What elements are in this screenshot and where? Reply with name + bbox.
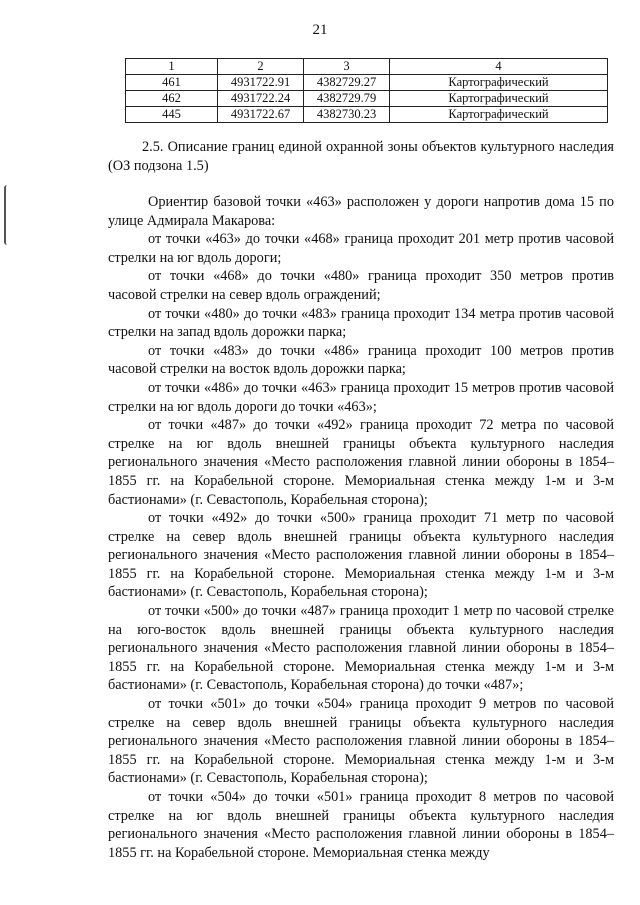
table-row bbox=[126, 75, 608, 91]
column-header: 1 bbox=[126, 59, 218, 75]
table-row bbox=[126, 91, 608, 107]
column-header: 4 bbox=[390, 59, 608, 75]
column-header: 3 bbox=[304, 59, 390, 75]
paragraph: от точки «504» до точки «501» граница проходит 8 метров по часовой стрелке на юг вдоль внешней границы объекта культурного наследия регионального значения «Место расположения главной линии обороны в 1854–1855 гг. на Корабельной стороне. Мемориальная стенка между bbox=[108, 789, 614, 861]
coordinates-table bbox=[125, 58, 608, 123]
page-number: 21 bbox=[312, 22, 328, 38]
paragraph: от точки «500» до точки «487» граница проходит 1 метр по часовой стрелке на юго-восток вдоль внешней границы объекта культурного наследия регионального значения «Место расположения главной линии обороны в 1854–1855 гг. на Корабельной стороне. Мемориальная стенка между 1-м и 3-м бастионами» (г. Севастополь, Корабельная сторона) до точки «487»; bbox=[108, 603, 614, 694]
point-number-cell: 462 bbox=[126, 91, 218, 107]
paragraph: от точки «480» до точки «483» граница проходит 134 метра против часовой стрелки на запад вдоль дорожки парка; bbox=[108, 305, 614, 341]
column-header: 2 bbox=[218, 59, 304, 75]
section-heading: 2.5. Описание границ единой охранной зоны объектов культурного наследия (ОЗ подзона 1.5) bbox=[108, 139, 614, 174]
y-coordinate-cell: 4382729.27 bbox=[304, 75, 390, 91]
paragraph: от точки «501» до точки «504» граница проходит 9 метров по часовой стрелке на север вдоль внешней границы объекта культурного наследия регионального значения «Место расположения главной линии обороны в 1854–1855 гг. на Корабельной стороне. Мемориальная стенка между 1-м и 3-м бастионами» (г. Севастополь, Корабельная сторона); bbox=[108, 696, 614, 787]
paragraph: от точки «463» до точки «468» граница проходит 201 метр против часовой стрелки на юг вдоль дороги; bbox=[108, 231, 614, 266]
paragraph: от точки «483» до точки «486» граница проходит 100 метров против часовой стрелки на восток вдоль дорожки парка; bbox=[108, 342, 614, 378]
point-number-cell: 445 bbox=[126, 107, 218, 123]
table-row bbox=[126, 107, 608, 123]
x-coordinate-cell: 4931722.24 bbox=[218, 91, 304, 107]
y-coordinate-cell: 4382730.23 bbox=[304, 107, 390, 123]
body-text bbox=[108, 193, 614, 862]
table-header-row bbox=[126, 59, 608, 75]
point-number-cell: 461 bbox=[126, 75, 218, 91]
x-coordinate-cell: 4931722.91 bbox=[218, 75, 304, 91]
method-cell: Картографический bbox=[390, 75, 608, 91]
margin-mark bbox=[4, 185, 10, 245]
paragraph: Ориентир базовой точки «463» расположен у дороги напротив дома 15 по улице Адмирала Макарова: bbox=[108, 194, 614, 229]
y-coordinate-cell: 4382729.79 bbox=[304, 91, 390, 107]
paragraph: от точки «487» до точки «492» граница проходит 72 метра по часовой стрелке на юг вдоль внешней границы объекта культурного наследия регионального значения «Место расположения главной линии обороны в 1854–1855 гг. на Корабельной стороне. Мемориальная стенка между 1-м и 3-м бастионами» (г. Севастополь, Корабельная сторона); bbox=[108, 417, 614, 508]
method-cell: Картографический bbox=[390, 91, 608, 107]
x-coordinate-cell: 4931722.67 bbox=[218, 107, 304, 123]
paragraph: от точки «492» до точки «500» граница проходит 71 метр по часовой стрелке на север вдоль внешней границы объекта культурного наследия регионального значения «Место расположения главной линии обороны в 1854–1855 гг. на Корабельной стороне. Мемориальная стенка между 1-м и 3-м бастионами» (г. Севастополь, Корабельная сторона); bbox=[108, 510, 614, 601]
paragraph: от точки «468» до точки «480» граница проходит 350 метров против часовой стрелки на север вдоль ограждений; bbox=[108, 268, 614, 303]
paragraph: от точки «486» до точки «463» граница проходит 15 метров против часовой стрелки на юг вдоль дороги до точки «463»; bbox=[108, 379, 614, 415]
method-cell: Картографический bbox=[390, 107, 608, 123]
